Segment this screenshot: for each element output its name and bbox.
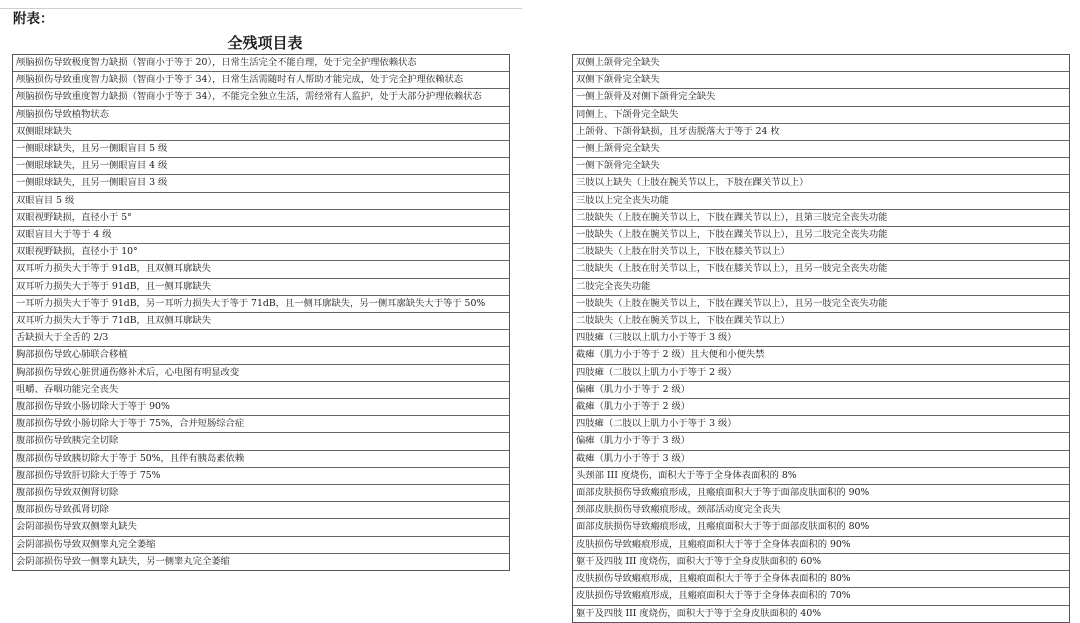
table-title: 全残项目表	[227, 34, 303, 52]
table-row: 二肢缺失（上肢在腕关节以上，下肢在踝关节以上），且第三肢完全丧失功能	[573, 210, 1069, 227]
table-row: 颈部皮肤损伤导致瘢痕形成，颈部活动度完全丧失	[573, 502, 1069, 519]
table-row: 四肢瘫（二肢以上肌力小于等于 2 级）	[573, 365, 1069, 382]
table-row: 颅脑损伤导致极度智力缺损（智商小于等于 20），日常生活完全不能自理，处于完全护理依赖状态	[13, 55, 509, 72]
table-row: 会阴部损伤导致一侧睾丸缺失，另一侧睾丸完全萎缩	[16, 555, 230, 567]
table-row: 咀嚼、吞咽功能完全丧失	[13, 382, 509, 399]
table-row: 躯干及四肢 III 度烧伤，面积大于等于全身皮肤面积的 40%	[576, 607, 822, 619]
table-row: 腹部损伤导致小肠切除大于等于 75%，合并短肠综合症	[13, 416, 509, 433]
table-row: 双侧下颌骨完全缺失	[573, 72, 1069, 89]
table-row: 皮肤损伤导致瘢痕形成，且瘢痕面积大于等于全身体表面积的 90%	[573, 537, 1069, 554]
table-row: 会阴部损伤导致双侧睾丸缺失	[13, 519, 509, 536]
table-row: 一肢缺失（上肢在腕关节以上，下肢在踝关节以上），且另一肢完全丧失功能	[573, 296, 1069, 313]
table-row: 舌缺损大于全舌的 2/3	[13, 330, 509, 347]
table-row: 胸部损伤导致心肺联合移植	[13, 347, 509, 364]
table-row: 四肢瘫（三肢以上肌力小于等于 3 级）	[573, 330, 1069, 347]
table-row: 三肢以上完全丧失功能	[573, 193, 1069, 210]
left-items-table	[12, 54, 510, 571]
table-row: 颅脑损伤导致重度智力缺损（智商小于等于 34），不能完全独立生活，需经常有人监护，处于大部分护理依赖状态	[13, 89, 509, 106]
table-row: 截瘫（肌力小于等于 3 级）	[573, 451, 1069, 468]
table-row: 双耳听力损失大于等于 91dB，且双侧耳廓缺失	[13, 261, 509, 278]
table-row: 二肢缺失（上肢在腕关节以上，下肢在踝关节以上）	[573, 313, 1069, 330]
table-row: 一侧眼球缺失，且另一侧眼盲目 5 级	[13, 141, 509, 158]
appendix-heading: 附表：	[13, 11, 54, 27]
table-row: 一侧眼球缺失，且另一侧眼盲目 4 级	[13, 158, 509, 175]
table-row: 一侧下颌骨完全缺失	[573, 158, 1069, 175]
table-row: 一侧上颌骨及对侧下颌骨完全缺失	[573, 89, 1069, 106]
table-row: 三肢以上缺失（上肢在腕关节以上，下肢在踝关节以上）	[573, 175, 1069, 192]
table-row: 二肢缺失（上肢在肘关节以上，下肢在膝关节以上）	[573, 244, 1069, 261]
table-row: 颅脑损伤导致重度智力缺损（智商小于等于 34），日常生活需随时有人帮助才能完成，处于完全护理依赖状态	[13, 72, 509, 89]
table-row: 颅脑损伤导致植物状态	[13, 107, 509, 124]
table-row: 双耳听力损失大于等于 71dB，且双侧耳廓缺失	[13, 313, 509, 330]
table-row: 皮肤损伤导致瘢痕形成，且瘢痕面积大于等于全身体表面积的 80%	[573, 571, 1069, 588]
table-row: 面部皮肤损伤导致瘢痕形成，且瘢痕面积大于等于面部皮肤面积的 90%	[573, 485, 1069, 502]
table-row: 皮肤损伤导致瘢痕形成，且瘢痕面积大于等于全身体表面积的 70%	[573, 588, 1069, 605]
table-row: 截瘫（肌力小于等于 2 级）	[573, 399, 1069, 416]
table-row: 双眼视野缺损，直径小于 5°	[13, 210, 509, 227]
table-row: 腹部损伤导致双侧肾切除	[13, 485, 509, 502]
table-row: 一肢缺失（上肢在腕关节以上，下肢在踝关节以上），且另二肢完全丧失功能	[573, 227, 1069, 244]
table-row: 腹部损伤导致胰完全切除	[13, 433, 509, 450]
table-row: 躯干及四肢 III 度烧伤，面积大于等于全身皮肤面积的 60%	[573, 554, 1069, 571]
table-row: 双眼盲目大于等于 4 级	[13, 227, 509, 244]
table-row: 会阴部损伤导致双侧睾丸完全萎缩	[13, 537, 509, 554]
table-row: 二肢缺失（上肢在肘关节以上，下肢在膝关节以上），且另一肢完全丧失功能	[573, 261, 1069, 278]
table-row: 偏瘫（肌力小于等于 2 级）	[573, 382, 1069, 399]
table-row: 头颈部 III 度烧伤，面积大于等于全身体表面积的 8%	[573, 468, 1069, 485]
table-row: 双侧上颌骨完全缺失	[573, 55, 1069, 72]
table-row: 偏瘫（肌力小于等于 3 级）	[573, 433, 1069, 450]
table-row: 双侧眼球缺失	[13, 124, 509, 141]
table-row: 双耳听力损失大于等于 91dB，且一侧耳廓缺失	[13, 279, 509, 296]
table-row: 腹部损伤导致肝切除大于等于 75%	[13, 468, 509, 485]
table-row: 二肢完全丧失功能	[573, 279, 1069, 296]
table-row: 胸部损伤导致心脏贯通伤修补术后，心电图有明显改变	[13, 365, 509, 382]
table-row: 截瘫（肌力小于等于 2 级）且大便和小便失禁	[573, 347, 1069, 364]
table-row: 腹部损伤导致胰切除大于等于 50%，且伴有胰岛素依赖	[13, 451, 509, 468]
right-items-table	[572, 54, 1070, 623]
table-row: 上颌骨、下颌骨缺损，且牙齿脱落大于等于 24 枚	[573, 124, 1069, 141]
table-row: 四肢瘫（二肢以上肌力小于等于 3 级）	[573, 416, 1069, 433]
table-row: 腹部损伤导致小肠切除大于等于 90%	[13, 399, 509, 416]
table-row: 同侧上、下颌骨完全缺失	[573, 107, 1069, 124]
table-row: 腹部损伤导致孤肾切除	[13, 502, 509, 519]
top-divider	[0, 8, 522, 9]
table-row: 双眼盲目 5 级	[13, 193, 509, 210]
table-row: 一侧上颌骨完全缺失	[573, 141, 1069, 158]
table-row: 一耳听力损失大于等于 91dB，另一耳听力损失大于等于 71dB，且一侧耳廓缺失，另一侧耳廓缺失大于等于 50%	[13, 296, 509, 313]
table-row: 一侧眼球缺失，且另一侧眼盲目 3 级	[13, 175, 509, 192]
table-row: 面部皮肤损伤导致瘢痕形成，且瘢痕面积大于等于面部皮肤面积的 80%	[573, 519, 1069, 536]
table-row: 双眼视野缺损，直径小于 10°	[13, 244, 509, 261]
